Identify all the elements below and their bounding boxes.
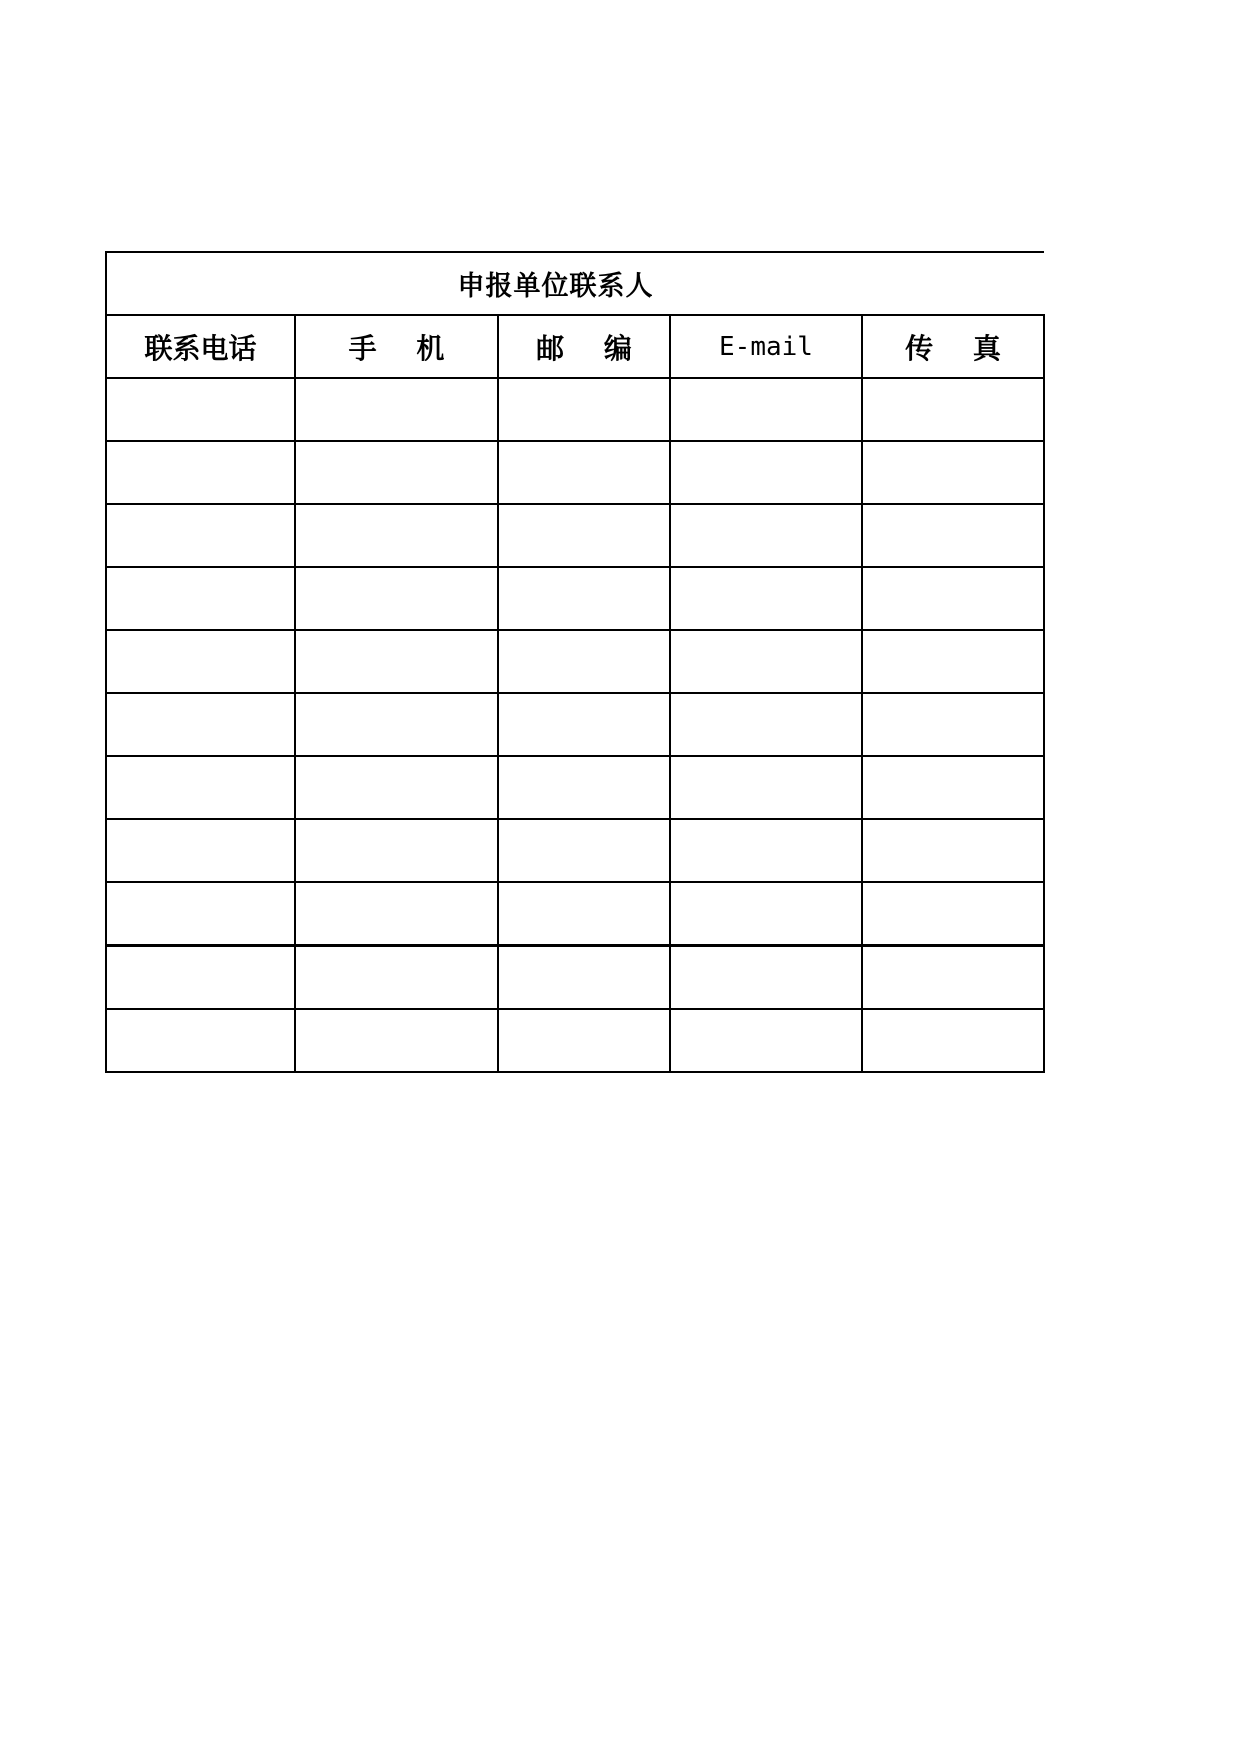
cell-postcode[interactable] bbox=[498, 378, 670, 441]
cell-postcode[interactable] bbox=[498, 819, 670, 882]
contact-form-sheet bbox=[105, 251, 1043, 1073]
cell-mobile[interactable] bbox=[295, 819, 498, 882]
table-header-row bbox=[106, 315, 1044, 378]
cell-fax[interactable] bbox=[862, 756, 1044, 819]
table-row bbox=[106, 756, 1044, 819]
table-title: 申报单位联系人 bbox=[457, 271, 654, 302]
table-title-cell bbox=[106, 252, 1044, 315]
cell-fax[interactable] bbox=[862, 946, 1044, 1010]
table-row bbox=[106, 504, 1044, 567]
cell-fax[interactable] bbox=[862, 504, 1044, 567]
cell-phone[interactable] bbox=[106, 567, 295, 630]
cell-postcode[interactable] bbox=[498, 946, 670, 1010]
table-row bbox=[106, 1009, 1044, 1072]
cell-email[interactable] bbox=[670, 378, 862, 441]
cell-email[interactable] bbox=[670, 946, 862, 1010]
cell-mobile[interactable] bbox=[295, 756, 498, 819]
cell-email[interactable] bbox=[670, 630, 862, 693]
cell-email[interactable] bbox=[670, 1009, 862, 1072]
cell-phone[interactable] bbox=[106, 504, 295, 567]
cell-email[interactable] bbox=[670, 504, 862, 567]
cell-mobile[interactable] bbox=[295, 378, 498, 441]
table-row bbox=[106, 819, 1044, 882]
cell-phone[interactable] bbox=[106, 1009, 295, 1072]
cell-postcode[interactable] bbox=[498, 504, 670, 567]
header-fax: 传 真 bbox=[862, 315, 1044, 378]
contact-table bbox=[105, 251, 1045, 1073]
cell-fax[interactable] bbox=[862, 441, 1044, 504]
cell-postcode[interactable] bbox=[498, 630, 670, 693]
table-row bbox=[106, 441, 1044, 504]
cell-phone[interactable] bbox=[106, 756, 295, 819]
cell-postcode[interactable] bbox=[498, 882, 670, 946]
cell-fax[interactable] bbox=[862, 693, 1044, 756]
cell-email[interactable] bbox=[670, 567, 862, 630]
cell-mobile[interactable] bbox=[295, 441, 498, 504]
cell-postcode[interactable] bbox=[498, 1009, 670, 1072]
cell-fax[interactable] bbox=[862, 630, 1044, 693]
cell-email[interactable] bbox=[670, 819, 862, 882]
cell-mobile[interactable] bbox=[295, 567, 498, 630]
cell-phone[interactable] bbox=[106, 630, 295, 693]
cell-email[interactable] bbox=[670, 756, 862, 819]
header-mobile: 手 机 bbox=[295, 315, 498, 378]
cell-mobile[interactable] bbox=[295, 1009, 498, 1072]
table-row bbox=[106, 567, 1044, 630]
cell-phone[interactable] bbox=[106, 819, 295, 882]
cell-phone[interactable] bbox=[106, 946, 295, 1010]
cell-mobile[interactable] bbox=[295, 504, 498, 567]
cell-fax[interactable] bbox=[862, 882, 1044, 946]
cell-mobile[interactable] bbox=[295, 946, 498, 1010]
cell-fax[interactable] bbox=[862, 819, 1044, 882]
cell-fax[interactable] bbox=[862, 1009, 1044, 1072]
cell-mobile[interactable] bbox=[295, 882, 498, 946]
header-phone: 联系电话 bbox=[106, 315, 295, 378]
cell-phone[interactable] bbox=[106, 441, 295, 504]
cell-postcode[interactable] bbox=[498, 441, 670, 504]
cell-phone[interactable] bbox=[106, 378, 295, 441]
cell-mobile[interactable] bbox=[295, 630, 498, 693]
cell-email[interactable] bbox=[670, 693, 862, 756]
table-row bbox=[106, 378, 1044, 441]
cell-phone[interactable] bbox=[106, 882, 295, 946]
table-row bbox=[106, 882, 1044, 946]
cell-email[interactable] bbox=[670, 441, 862, 504]
cell-fax[interactable] bbox=[862, 378, 1044, 441]
table-row bbox=[106, 693, 1044, 756]
table-title-row bbox=[106, 252, 1044, 315]
table-row bbox=[106, 630, 1044, 693]
cell-postcode[interactable] bbox=[498, 693, 670, 756]
cell-postcode[interactable] bbox=[498, 567, 670, 630]
header-email: E-mail bbox=[670, 315, 862, 378]
table-body bbox=[106, 378, 1044, 1072]
cell-postcode[interactable] bbox=[498, 756, 670, 819]
table-row bbox=[106, 946, 1044, 1010]
cell-phone[interactable] bbox=[106, 693, 295, 756]
cell-fax[interactable] bbox=[862, 567, 1044, 630]
cell-mobile[interactable] bbox=[295, 693, 498, 756]
cell-email[interactable] bbox=[670, 882, 862, 946]
header-postcode: 邮 编 bbox=[498, 315, 670, 378]
